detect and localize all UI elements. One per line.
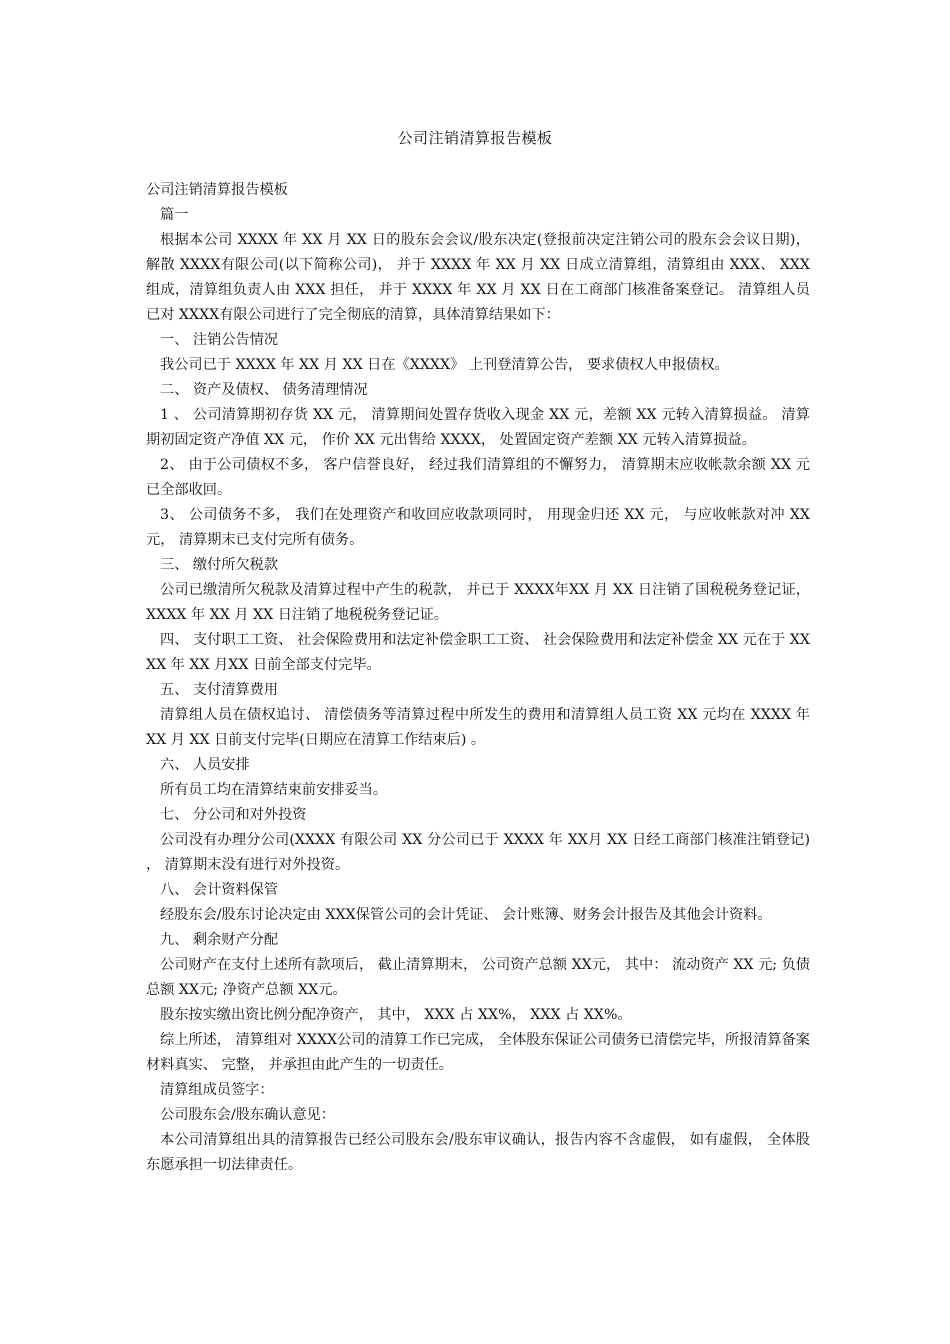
paragraph: 清算组人员在债权追讨、 清偿债务等清算过程中所发生的费用和清算组人员工资 XX 元均在 XXXX 年 XX 月 XX 日前支付完毕(日期应在清算工作结束后) 。 xyxy=(146,707,810,748)
paragraph: 一、 注销公告情况 xyxy=(160,332,279,348)
paragraph: 公司没有办理分公司(XXXX 有限公司 XX 分公司已于 XXXX 年 XX月 XX 日经工商部门核准注销登记) ， 清算期末没有进行对外投资。 xyxy=(146,832,810,873)
paragraph: 经股东会/股东讨论决定由 XXX保管公司的会计凭证、 会计账簿、财务会计报告及其他会计资料。 xyxy=(160,907,772,923)
document-title: 公司注销清算报告模板 xyxy=(397,129,553,147)
paragraph: 综上所述， 清算组对 XXXX公司的清算工作已完成， 全体股东保证公司债务已清偿完毕，所报清算备案材料真实、 完整， 并承担由此产生的一切责任。 xyxy=(146,1032,810,1073)
paragraph: 所有员工均在清算结束前安排妥当。 xyxy=(160,782,388,798)
paragraph: 根据本公司 XXXX 年 XX 月 XX 日的股东会会议/股东决定(登报前决定注销公司的股东会会议日期)， 解散 XXXX有限公司(以下简称公司)， 并于 XXXX 年 XX 月 XX 日成立清算组，清算组由 XXX、 XXX 组成，清算组负责人由 XXX 担任， 并于 XXXX 年 XX 月 XX 日在工商部门核准备案登记。 清算组人员已对 XXXX有限公司进行了完全彻底的清算，具体清算结果如下： xyxy=(146,232,810,323)
paragraph: 五、 支付清算费用 xyxy=(160,682,279,698)
paragraph: 三、 缴付所欠税款 xyxy=(160,557,279,573)
paragraph: 九、 剩余财产分配 xyxy=(160,932,279,948)
paragraph: 四、 支付职工工资、 社会保险费用和法定补偿金职工工资、 社会保险费用和法定补偿金 XX 元在于 XXXX 年 XX 月XX 日前全部支付完毕。 xyxy=(146,632,810,673)
paragraph: 2、 由于公司债权不多， 客户信誉良好， 经过我们清算组的不懈努力， 清算期末应收帐款余额 XX 元已全部收回。 xyxy=(146,457,810,498)
paragraph: 本公司清算组出具的清算报告已经公司股东会/股东审议确认，报告内容不含虚假， 如有虚假， 全体股东愿承担一切法律责任。 xyxy=(146,1132,810,1173)
paragraph: 七、 分公司和对外投资 xyxy=(160,807,307,823)
paragraph: 篇一 xyxy=(160,207,189,223)
paragraph: 3、 公司债务不多， 我们在处理资产和收回应收款项同时， 用现金归还 XX 元， 与应收帐款对冲 XX 元， 清算期末已支付完所有债务。 xyxy=(146,507,810,548)
paragraph: 1 、 公司清算期初存货 XX 元， 清算期间处置存货收入现金 XX 元，差额 XX 元转入清算损益。 清算期初固定资产净值 XX 元， 作价 XX 元出售给 XXXX， 处置固定资产差额 XX 元转入清算损益。 xyxy=(146,407,810,448)
paragraph: 八、 会计资料保管 xyxy=(160,882,279,898)
paragraph: 公司财产在支付上述所有款项后， 截止清算期末， 公司资产总额 XX元， 其中： 流动资产 XX 元; 负债总额 XX元; 净资产总额 XX元。 xyxy=(146,957,810,998)
paragraph: 公司注销清算报告模板 xyxy=(146,182,288,198)
paragraph: 二、 资产及债权、 债务清理情况 xyxy=(160,382,368,398)
document-body xyxy=(146,178,810,1178)
paragraph: 股东按实缴出资比例分配净资产， 其中， XXX 占 XX%， XXX 占 XX%。 xyxy=(160,1007,632,1023)
paragraph: 六、 人员安排 xyxy=(160,757,250,773)
paragraph: 公司股东会/股东确认意见： xyxy=(160,1107,336,1123)
paragraph: 公司已缴清所欠税款及清算过程中产生的税款， 并已于 XXXX年XX 月 XX 日注销了国税税务登记证， XXXX 年 XX 月 XX 日注销了地税税务登记证。 xyxy=(146,582,810,623)
paragraph: 我公司已于 XXXX 年 XX 月 XX 日在《XXXX》 上刊登清算公告， 要求债权人申报债权。 xyxy=(160,357,729,373)
paragraph: 清算组成员签字： xyxy=(160,1082,274,1098)
